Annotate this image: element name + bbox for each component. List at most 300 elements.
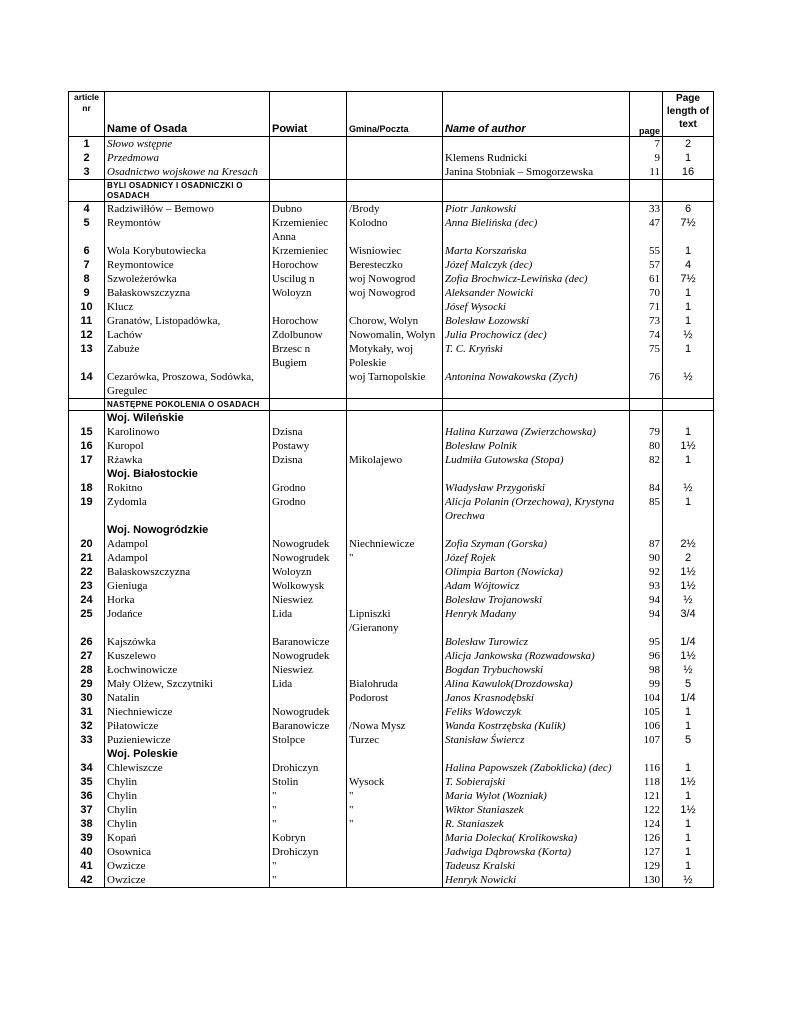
empty-cell <box>69 180 105 202</box>
author-cell: Halina Kurzawa (Zwierzchowska) <box>443 425 630 439</box>
powiat-cell: " <box>270 873 347 888</box>
nr-cell: 39 <box>69 831 105 845</box>
nr-cell: 38 <box>69 817 105 831</box>
osada-cell: Klucz <box>105 300 270 314</box>
len-cell: 1½ <box>663 579 714 593</box>
header-article-nr: article nr <box>69 92 105 137</box>
len-cell: 1 <box>663 845 714 859</box>
len-cell: 1 <box>663 761 714 775</box>
table-row <box>69 663 714 677</box>
gmina-cell <box>347 649 443 663</box>
powiat-cell: Grodno <box>270 481 347 495</box>
author-cell: Janina Stobniak – Smogorzewska <box>443 165 630 180</box>
table-row <box>69 579 714 593</box>
author-cell: R. Staniaszek <box>443 817 630 831</box>
osada-cell: Rżawka <box>105 453 270 467</box>
osada-cell: Chylin <box>105 803 270 817</box>
powiat-cell: Lida <box>270 677 347 691</box>
nr-cell: 1 <box>69 137 105 152</box>
len-cell: ½ <box>663 593 714 607</box>
nr-cell: 22 <box>69 565 105 579</box>
page-cell: 71 <box>630 300 663 314</box>
len-cell: 2 <box>663 551 714 565</box>
author-cell: T. Sobierajski <box>443 775 630 789</box>
nr-cell: 31 <box>69 705 105 719</box>
powiat-cell: Kobryn <box>270 831 347 845</box>
author-cell: Jadwiga Dąbrowska (Korta) <box>443 845 630 859</box>
author-cell: T. C. Kryński <box>443 342 630 370</box>
group-heading-label: Woj. Wileńskie <box>105 411 270 426</box>
nr-cell: 8 <box>69 272 105 286</box>
page-cell: 127 <box>630 845 663 859</box>
empty-cell <box>69 399 105 411</box>
page-cell: 105 <box>630 705 663 719</box>
table-row <box>69 216 714 244</box>
author-cell: Julia Prochowicz (dec) <box>443 328 630 342</box>
table-row <box>69 845 714 859</box>
page-cell: 82 <box>630 453 663 467</box>
page-cell: 130 <box>630 873 663 888</box>
empty-cell <box>630 399 663 411</box>
table-row <box>69 551 714 565</box>
author-cell: Alicja Jankowska (Rozwadowska) <box>443 649 630 663</box>
gmina-cell: Motykały, woj Poleskie <box>347 342 443 370</box>
osada-cell: Bałaskowszczyzna <box>105 565 270 579</box>
empty-cell <box>630 180 663 202</box>
osada-cell: Przedmowa <box>105 151 270 165</box>
table-row <box>69 453 714 467</box>
author-cell: Janos Krasnodębski <box>443 691 630 705</box>
empty-cell <box>270 399 347 411</box>
table-of-contents <box>68 91 713 888</box>
gmina-cell <box>347 593 443 607</box>
len-cell: 1 <box>663 859 714 873</box>
osada-cell: Kuszelewo <box>105 649 270 663</box>
osada-cell: Mały Olżew, Szczytniki <box>105 677 270 691</box>
nr-cell: 37 <box>69 803 105 817</box>
author-cell: Maria Dolecka( Krolikowska) <box>443 831 630 845</box>
gmina-cell: Podorost <box>347 691 443 705</box>
len-cell: 1½ <box>663 565 714 579</box>
page-cell: 9 <box>630 151 663 165</box>
osada-cell: Granatów, Listopadówka, <box>105 314 270 328</box>
len-cell: 4 <box>663 258 714 272</box>
empty-cell <box>443 399 630 411</box>
author-cell: Maria Wylot (Wozniak) <box>443 789 630 803</box>
nr-cell: 14 <box>69 370 105 399</box>
powiat-cell: Nieswiez <box>270 593 347 607</box>
nr-cell: 26 <box>69 635 105 649</box>
gmina-cell: woj Tarnopolskie <box>347 370 443 399</box>
page-cell: 33 <box>630 202 663 217</box>
osada-cell: Chylin <box>105 789 270 803</box>
table-row <box>69 258 714 272</box>
nr-cell: 11 <box>69 314 105 328</box>
powiat-cell: Stolpce <box>270 733 347 747</box>
nr-cell: 18 <box>69 481 105 495</box>
gmina-cell: Kolodno <box>347 216 443 244</box>
nr-cell: 41 <box>69 859 105 873</box>
page-cell: 129 <box>630 859 663 873</box>
page-cell: 126 <box>630 831 663 845</box>
powiat-cell: Nowogrudek <box>270 537 347 551</box>
len-cell: 1½ <box>663 439 714 453</box>
empty-cell <box>443 411 630 426</box>
osada-cell: Osownica <box>105 845 270 859</box>
gmina-cell <box>347 300 443 314</box>
author-cell: Wanda Kostrzębska (Kulik) <box>443 719 630 733</box>
nr-cell: 15 <box>69 425 105 439</box>
gmina-cell <box>347 165 443 180</box>
table-row <box>69 719 714 733</box>
author-cell: Bolesław Polnik <box>443 439 630 453</box>
table-row <box>69 831 714 845</box>
table-row <box>69 328 714 342</box>
nr-cell: 13 <box>69 342 105 370</box>
osada-cell: Horka <box>105 593 270 607</box>
page-cell: 79 <box>630 425 663 439</box>
osada-cell: Reymontowice <box>105 258 270 272</box>
powiat-cell: Horochow <box>270 258 347 272</box>
gmina-cell <box>347 859 443 873</box>
author-cell: Bolesław Trojanowski <box>443 593 630 607</box>
table-row <box>69 244 714 258</box>
empty-cell <box>663 747 714 761</box>
author-cell: Bogdan Trybuchowski <box>443 663 630 677</box>
author-cell: Alicja Polanin (Orzechowa), Krystyna Orechwa <box>443 495 630 523</box>
empty-cell <box>347 411 443 426</box>
osada-cell: Piłatowicze <box>105 719 270 733</box>
powiat-cell: Nowogrudek <box>270 705 347 719</box>
table-row <box>69 202 714 217</box>
empty-cell <box>270 411 347 426</box>
section-heading-label: BYLI OSADNICY I OSADNICZKI O OSADACH <box>105 180 270 202</box>
nr-cell: 16 <box>69 439 105 453</box>
table-row <box>69 859 714 873</box>
powiat-cell: Krzemieniec <box>270 244 347 258</box>
group-heading <box>69 411 714 426</box>
table-row <box>69 803 714 817</box>
author-cell <box>443 137 630 152</box>
powiat-cell: Woloyzn <box>270 286 347 300</box>
osada-cell: Zydomla <box>105 495 270 523</box>
gmina-cell: Mikolajewo <box>347 453 443 467</box>
page-cell: 80 <box>630 439 663 453</box>
table-row <box>69 691 714 705</box>
gmina-cell <box>347 845 443 859</box>
table-row <box>69 342 714 370</box>
len-cell: 1 <box>663 151 714 165</box>
page-cell: 93 <box>630 579 663 593</box>
gmina-cell: Chorow, Wolyn <box>347 314 443 328</box>
author-cell: Henryk Madany <box>443 607 630 635</box>
empty-cell <box>663 523 714 537</box>
powiat-cell: Stolin <box>270 775 347 789</box>
page-cell: 104 <box>630 691 663 705</box>
table-row <box>69 151 714 165</box>
empty-cell <box>270 523 347 537</box>
empty-cell <box>347 180 443 202</box>
author-cell: Adam Wójtowicz <box>443 579 630 593</box>
len-cell: 1 <box>663 314 714 328</box>
powiat-cell: Drohiczyn <box>270 761 347 775</box>
nr-cell: 32 <box>69 719 105 733</box>
author-cell: Józef Malczyk (dec) <box>443 258 630 272</box>
powiat-cell <box>270 165 347 180</box>
powiat-cell: Dzisna <box>270 453 347 467</box>
page-cell: 107 <box>630 733 663 747</box>
empty-cell <box>347 523 443 537</box>
author-cell: Alina Kawulok(Drozdowska) <box>443 677 630 691</box>
gmina-cell: woj Nowogrod <box>347 286 443 300</box>
osada-cell: Owzicze <box>105 873 270 888</box>
empty-cell <box>443 467 630 481</box>
nr-cell: 20 <box>69 537 105 551</box>
gmina-cell <box>347 663 443 677</box>
table-row <box>69 495 714 523</box>
empty-cell <box>69 747 105 761</box>
empty-cell <box>347 467 443 481</box>
empty-cell <box>443 180 630 202</box>
nr-cell: 27 <box>69 649 105 663</box>
osada-cell: Reymontów <box>105 216 270 244</box>
nr-cell: 6 <box>69 244 105 258</box>
len-cell: 1 <box>663 789 714 803</box>
gmina-cell <box>347 761 443 775</box>
page-cell: 121 <box>630 789 663 803</box>
table-row <box>69 565 714 579</box>
empty-cell <box>69 467 105 481</box>
osada-cell: Karolinowo <box>105 425 270 439</box>
powiat-cell: Drohiczyn <box>270 845 347 859</box>
table-row <box>69 635 714 649</box>
gmina-cell: Beresteczko <box>347 258 443 272</box>
empty-cell <box>270 747 347 761</box>
nr-cell: 36 <box>69 789 105 803</box>
page-cell: 87 <box>630 537 663 551</box>
page-cell: 7 <box>630 137 663 152</box>
gmina-cell <box>347 425 443 439</box>
gmina-cell: " <box>347 803 443 817</box>
len-cell: 2 <box>663 137 714 152</box>
page-cell: 118 <box>630 775 663 789</box>
nr-cell: 10 <box>69 300 105 314</box>
header-author: Name of author <box>443 92 630 137</box>
page-cell: 98 <box>630 663 663 677</box>
osada-cell: Gieniuga <box>105 579 270 593</box>
powiat-cell: Horochow <box>270 314 347 328</box>
osada-cell: Kuropol <box>105 439 270 453</box>
powiat-cell: Grodno <box>270 495 347 523</box>
table-row <box>69 370 714 399</box>
len-cell: 1½ <box>663 775 714 789</box>
author-cell: Aleksander Nowicki <box>443 286 630 300</box>
nr-cell: 25 <box>69 607 105 635</box>
page-cell: 11 <box>630 165 663 180</box>
page-cell: 95 <box>630 635 663 649</box>
gmina-cell: " <box>347 789 443 803</box>
section-heading <box>69 399 714 411</box>
osada-cell: Szwoleżerówka <box>105 272 270 286</box>
gmina-cell: /Nowa Mysz <box>347 719 443 733</box>
len-cell: 1½ <box>663 803 714 817</box>
header-gmina: Gmina/Poczta <box>347 92 443 137</box>
len-cell: 1 <box>663 817 714 831</box>
group-heading <box>69 523 714 537</box>
gmina-cell <box>347 481 443 495</box>
nr-cell: 3 <box>69 165 105 180</box>
author-cell: Klemens Rudnicki <box>443 151 630 165</box>
len-cell: 7½ <box>663 216 714 244</box>
page-cell: 90 <box>630 551 663 565</box>
powiat-cell: Dubno <box>270 202 347 217</box>
empty-cell <box>69 411 105 426</box>
table-row <box>69 272 714 286</box>
len-cell: 1 <box>663 831 714 845</box>
table-row <box>69 537 714 551</box>
empty-cell <box>347 399 443 411</box>
gmina-cell <box>347 705 443 719</box>
group-heading-label: Woj. Nowogródzkie <box>105 523 270 537</box>
empty-cell <box>630 411 663 426</box>
nr-cell: 7 <box>69 258 105 272</box>
group-heading-label: Woj. Białostockie <box>105 467 270 481</box>
page-cell: 124 <box>630 817 663 831</box>
len-cell: 7½ <box>663 272 714 286</box>
group-heading-label: Woj. Poleskie <box>105 747 270 761</box>
len-cell: 1/4 <box>663 691 714 705</box>
gmina-cell <box>347 439 443 453</box>
osada-cell: Jodańce <box>105 607 270 635</box>
empty-cell <box>347 747 443 761</box>
gmina-cell: woj Nowogrod <box>347 272 443 286</box>
gmina-cell <box>347 579 443 593</box>
page-cell: 47 <box>630 216 663 244</box>
empty-cell <box>270 467 347 481</box>
gmina-cell: Turzec <box>347 733 443 747</box>
page-cell: 96 <box>630 649 663 663</box>
author-cell: Bolesław Turowicz <box>443 635 630 649</box>
len-cell: 16 <box>663 165 714 180</box>
powiat-cell: Zdolbunow <box>270 328 347 342</box>
author-cell: Olimpia Barton (Nowicka) <box>443 565 630 579</box>
nr-cell: 4 <box>69 202 105 217</box>
table-row <box>69 705 714 719</box>
page-cell: 55 <box>630 244 663 258</box>
gmina-cell <box>347 495 443 523</box>
group-heading <box>69 467 714 481</box>
powiat-cell <box>270 300 347 314</box>
osada-cell: Adampol <box>105 537 270 551</box>
gmina-cell: Nowomalin, Wolyn <box>347 328 443 342</box>
osada-cell: Radziwiłłów – Bemowo <box>105 202 270 217</box>
group-heading <box>69 747 714 761</box>
author-cell: Ludmiła Gutowska (Stopa) <box>443 453 630 467</box>
len-cell: 3/4 <box>663 607 714 635</box>
empty-cell <box>443 747 630 761</box>
len-cell: ½ <box>663 328 714 342</box>
osada-cell: Słowo wstępne <box>105 137 270 152</box>
osada-cell: Łochwinowicze <box>105 663 270 677</box>
len-cell: 5 <box>663 733 714 747</box>
empty-cell <box>270 180 347 202</box>
author-cell: Zofia Brochwicz-Lewińska (dec) <box>443 272 630 286</box>
page-cell: 84 <box>630 481 663 495</box>
author-cell: Stanisław Świercz <box>443 733 630 747</box>
empty-cell <box>69 523 105 537</box>
powiat-cell <box>270 370 347 399</box>
osada-cell: Osadnictwo wojskowe na Kresach <box>105 165 270 180</box>
table-row <box>69 733 714 747</box>
nr-cell: 19 <box>69 495 105 523</box>
gmina-cell: Bialohruda <box>347 677 443 691</box>
page-cell: 92 <box>630 565 663 579</box>
len-cell: ½ <box>663 873 714 888</box>
table-row <box>69 817 714 831</box>
page-cell: 85 <box>630 495 663 523</box>
page-cell: 106 <box>630 719 663 733</box>
table-row <box>69 481 714 495</box>
section-heading <box>69 180 714 202</box>
nr-cell: 9 <box>69 286 105 300</box>
table-row <box>69 789 714 803</box>
author-cell: Piotr Jankowski <box>443 202 630 217</box>
table-row <box>69 761 714 775</box>
len-cell: 1/4 <box>663 635 714 649</box>
author-cell: Marta Korszańska <box>443 244 630 258</box>
gmina-cell <box>347 137 443 152</box>
header-osada: Name of Osada <box>105 92 270 137</box>
len-cell: 1 <box>663 342 714 370</box>
nr-cell: 29 <box>69 677 105 691</box>
table-row <box>69 137 714 152</box>
author-cell: Władysław Przygoński <box>443 481 630 495</box>
gmina-cell: /Brody <box>347 202 443 217</box>
powiat-cell: Brzesc n Bugiem <box>270 342 347 370</box>
author-cell: Feliks Wdowczyk <box>443 705 630 719</box>
page-cell: 61 <box>630 272 663 286</box>
empty-cell <box>663 399 714 411</box>
nr-cell: 2 <box>69 151 105 165</box>
osada-cell: Chylin <box>105 817 270 831</box>
len-cell: 5 <box>663 677 714 691</box>
osada-cell: Wola Korybutowiecka <box>105 244 270 258</box>
osada-cell: Niechniewicze <box>105 705 270 719</box>
osada-cell: Kajszówka <box>105 635 270 649</box>
table-row <box>69 607 714 635</box>
len-cell: 1 <box>663 495 714 523</box>
empty-cell <box>663 180 714 202</box>
page-cell: 116 <box>630 761 663 775</box>
osada-cell: Chylin <box>105 775 270 789</box>
osada-cell: Puzieniewicze <box>105 733 270 747</box>
header-row <box>69 92 714 137</box>
table-row <box>69 286 714 300</box>
table-row <box>69 425 714 439</box>
len-cell: ½ <box>663 481 714 495</box>
nr-cell: 30 <box>69 691 105 705</box>
nr-cell: 12 <box>69 328 105 342</box>
table-row <box>69 165 714 180</box>
page-cell: 57 <box>630 258 663 272</box>
nr-cell: 5 <box>69 216 105 244</box>
len-cell: 1 <box>663 719 714 733</box>
powiat-cell: " <box>270 803 347 817</box>
author-cell: Bolesław Łozowski <box>443 314 630 328</box>
len-cell: 1 <box>663 286 714 300</box>
osada-cell: Adampol <box>105 551 270 565</box>
author-cell: Józef Rojek <box>443 551 630 565</box>
